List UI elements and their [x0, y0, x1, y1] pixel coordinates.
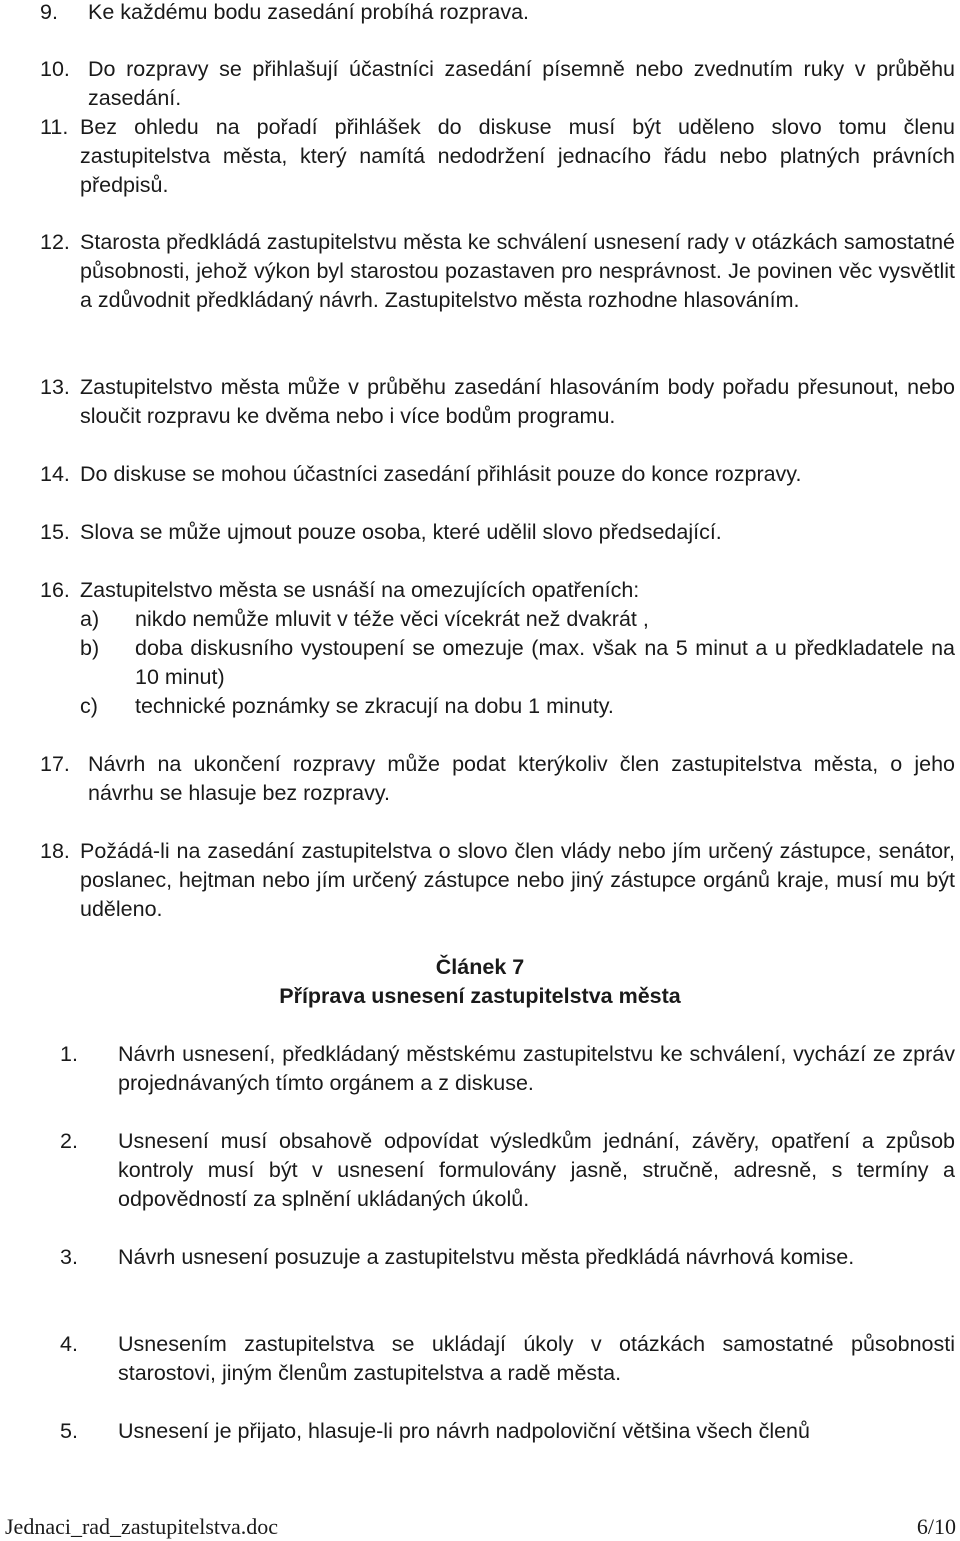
item-number: 18. — [40, 839, 70, 863]
item-text: Zastupitelstvo města může v průběhu zasedání hlasováním body pořadu přesunout, nebo sloučit rozpravu ke dvěma nebo i více bodům programu. — [80, 375, 955, 428]
item-text: Slova se může ujmout pouze osoba, které udělil slovo předsedající. — [80, 520, 722, 544]
sub-item-label: c) — [80, 694, 98, 718]
article-item-text: Návrh usnesení posuzuje a zastupitelstvu města předkládá návrhová komise. — [118, 1245, 855, 1269]
item-number: 14. — [40, 462, 70, 486]
item-text: Návrh na ukončení rozpravy může podat kterýkoliv člen zastupitelstva města, o jeho návrhu se hlasuje bez rozpravy. — [88, 752, 955, 805]
article-title: Článek 7 — [435, 955, 525, 979]
item-number: 12. — [40, 230, 70, 254]
item-text: Starosta předkládá zastupitelstvu města ke schválení usnesení rady v otázkách samostatné působnosti, jehož výkon byl starostou pozastaven pro nesprávnost. Je povinen věc vysvětlit a zdůvodnit předkládaný návrh. Zastupitelstvo města rozhodne hlasováním. — [80, 230, 955, 312]
sub-item-label: b) — [80, 636, 100, 660]
item-number: 17. — [40, 752, 70, 776]
article-item-text: Návrh usnesení, předkládaný městskému zastupitelstvu ke schválení, vychází ze zpráv projednávaných tímto orgánem a z diskuse. — [118, 1042, 955, 1095]
article-item-number: 4. — [60, 1332, 78, 1356]
item-number: 16. — [40, 578, 70, 602]
item-number: 11. — [40, 115, 69, 139]
footer-filename: Jednaci_rad_zastupitelstva.doc — [5, 1514, 279, 1539]
sub-item-text: nikdo nemůže mluvit v téže věci vícekrát než dvakrát , — [135, 607, 649, 631]
article-item-text: Usnesení musí obsahově odpovídat výsledkům jednání, závěry, opatření a způsob kontroly musí být v usnesení formulovány jasně, stručně, adresně, s termíny a odpovědností za splnění ukládaných úkolů. — [118, 1129, 955, 1211]
sub-item-label: a) — [80, 607, 100, 631]
item-text: Do rozpravy se přihlašují účastníci zasedání písemně nebo zvednutím ruky v průběhu zasedání. — [88, 57, 955, 110]
footer-page-number: 6/10 — [916, 1514, 956, 1539]
sub-item-text: doba diskusního vystoupení se omezuje (max. však na 5 minut a u předkladatele na 10 minut) — [135, 636, 955, 689]
article-item-text: Usnesení je přijato, hlasuje-li pro návrh nadpoloviční většina všech členů — [118, 1419, 810, 1443]
item-text: Bez ohledu na pořadí přihlášek do diskuse musí být uděleno slovo tomu členu zastupitelstva města, který namítá nedodržení jednacího řádu nebo platných právních předpisů. — [80, 115, 955, 197]
article-item-number: 5. — [60, 1419, 78, 1443]
item-text: Ke každému bodu zasedání probíhá rozprava. — [88, 0, 530, 24]
article-item-number: 1. — [60, 1042, 78, 1066]
item-number: 13. — [40, 375, 70, 399]
item-text: Požádá-li na zasedání zastupitelstva o slovo člen vlády nebo jím určený zástupce, senátor, poslanec, hejtman nebo jím určený zástupce nebo jiný zástupce orgánů kraje, musí mu být uděleno. — [80, 839, 955, 921]
item-text: Do diskuse se mohou účastníci zasedání přihlásit pouze do konce rozpravy. — [80, 462, 802, 486]
sub-item-text: technické poznámky se zkracují na dobu 1 minuty. — [135, 694, 614, 718]
item-number: 10. — [40, 57, 70, 81]
item-number: 9. — [40, 0, 58, 24]
article-item-number: 2. — [60, 1129, 78, 1153]
article-subtitle: Příprava usnesení zastupitelstva města — [279, 984, 681, 1008]
item-text: Zastupitelstvo města se usnáší na omezujících opatřeních: — [80, 578, 640, 602]
item-number: 15. — [40, 520, 70, 544]
article-item-number: 3. — [60, 1245, 78, 1269]
article-item-text: Usnesením zastupitelstva se ukládají úkoly v otázkách samostatné působnosti starostovi, jiným členům zastupitelstva a radě města. — [118, 1332, 955, 1385]
